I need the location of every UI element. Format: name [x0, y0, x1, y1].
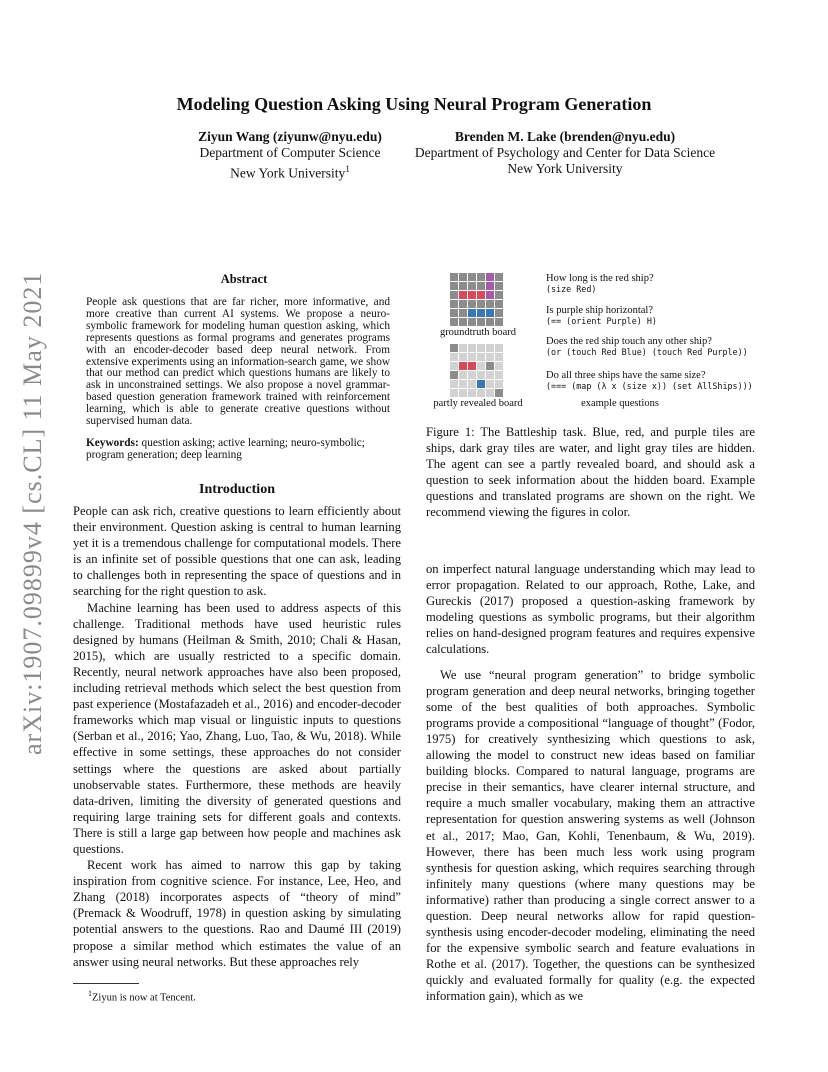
hidden-tile	[477, 389, 485, 397]
red-ship-tile	[477, 291, 485, 299]
author-name: Ziyun Wang (ziyunw@nyu.edu)	[198, 129, 382, 144]
intro-column-1	[73, 503, 401, 970]
example-question-2: Is purple ship horizontal? (== (orient Purple) H)	[546, 305, 657, 326]
water-tile	[477, 318, 485, 326]
red-ship-tile	[468, 291, 476, 299]
water-tile	[486, 362, 494, 370]
keywords	[86, 438, 390, 462]
blue-ship-tile	[477, 380, 485, 388]
author-block-1	[140, 129, 440, 182]
water-tile	[459, 318, 467, 326]
example-questions-label: example questions	[581, 398, 659, 409]
example-question-4: Do all three ships have the same size? (=== (map (λ x (size x)) (set AllShips)))	[546, 370, 753, 391]
water-tile	[486, 318, 494, 326]
hidden-tile	[495, 371, 503, 379]
hidden-tile	[459, 380, 467, 388]
hidden-tile	[495, 380, 503, 388]
blue-ship-tile	[468, 309, 476, 317]
paragraph: Recent work has aimed to narrow this gap by taking inspiration from cognitive science. For instance, Lee, Heo, and Zhang (2018) incorporates aspects of “theory of mind” (Premack & Woodruff, 1978) in question asking by simulating potential answers to the questions. Rao and Daumé III (2019) propose a similar method which estimates the value of an answer using neural networks. But these approaches rely	[73, 858, 401, 969]
abstract-text: People ask questions that are far richer, more informative, and more creative than current AI systems. We propose a neuro-symbolic framework for modeling human question asking, which represents questions as formal programs and generates programs with an encoder-decoder based deep neural network. From extensive experiments using an information-search game, we show that our method can predict which questions humans are likely to ask in unconstrained settings. We also propose a novel grammar-based question generation framework trained with reinforcement learning, which is able to generate creative questions without supervised human data.	[86, 296, 390, 428]
red-ship-tile	[459, 291, 467, 299]
author-name: Brenden M. Lake (brenden@nyu.edu)	[454, 129, 676, 144]
author-affiliation: Department of Psychology and Center for Data Science	[414, 145, 716, 160]
water-tile	[459, 273, 467, 281]
footnote-marker: 1	[345, 164, 350, 174]
hidden-tile	[459, 344, 467, 352]
water-tile	[468, 282, 476, 290]
hidden-tile	[486, 371, 494, 379]
example-question-1: How long is the red ship? (size Red)	[546, 273, 654, 294]
water-tile	[477, 300, 485, 308]
water-tile	[477, 273, 485, 281]
program-code: (=== (map (λ x (size x)) (set AllShips)))	[546, 381, 753, 391]
hidden-tile	[486, 380, 494, 388]
hidden-tile	[477, 344, 485, 352]
hidden-tile	[486, 344, 494, 352]
hidden-tile	[495, 362, 503, 370]
hidden-tile	[486, 353, 494, 361]
water-tile	[459, 282, 467, 290]
hidden-tile	[468, 371, 476, 379]
hidden-tile	[468, 344, 476, 352]
arxiv-stamp: arXiv:1907.09899v4 [cs.CL] 11 May 2021	[18, 271, 47, 755]
water-tile	[459, 309, 467, 317]
purple-ship-tile	[486, 273, 494, 281]
revealed-board-label: partly revealed board	[433, 398, 523, 409]
hidden-tile	[477, 353, 485, 361]
hidden-tile	[468, 380, 476, 388]
water-tile	[495, 273, 503, 281]
water-tile	[495, 389, 503, 397]
author-institution: New York University	[507, 161, 623, 176]
hidden-tile	[495, 344, 503, 352]
water-tile	[495, 291, 503, 299]
program-code: (== (orient Purple) H)	[546, 316, 657, 326]
purple-ship-tile	[486, 291, 494, 299]
hidden-tile	[459, 371, 467, 379]
groundtruth-board	[450, 273, 503, 326]
footnote-mark: 1	[88, 989, 92, 998]
water-tile	[450, 300, 458, 308]
author-institution: New York University$^1$	[230, 164, 350, 181]
hidden-tile	[477, 371, 485, 379]
author-affiliation: Department of Computer Science	[199, 145, 381, 160]
hidden-tile	[459, 353, 467, 361]
hidden-tile	[486, 389, 494, 397]
water-tile	[450, 371, 458, 379]
paragraph: on imperfect natural language understanding which may lead to error propagation. Related to our approach, Rothe, Lake, and Gureckis (2017) proposed a question-asking framework by modeling questions as symbolic programs, but their algorithm relies on hand-designed program features and requires expensive calculations.	[426, 562, 755, 657]
revealed-board	[450, 344, 503, 397]
footnote-rule	[73, 983, 139, 984]
hidden-tile	[450, 362, 458, 370]
keywords-list: question asking; active learning; neuro-symbolic; program generation; deep learning	[86, 437, 365, 461]
water-tile	[495, 282, 503, 290]
paper-title: Modeling Question Asking Using Neural Program Generation	[176, 94, 652, 114]
section-heading: Introduction	[199, 482, 275, 497]
water-tile	[450, 273, 458, 281]
hidden-tile	[459, 389, 467, 397]
footnote	[88, 989, 196, 1004]
footnote-text: Ziyun is now at Tencent.	[92, 992, 196, 1004]
hidden-tile	[468, 389, 476, 397]
water-tile	[459, 300, 467, 308]
hidden-tile	[477, 362, 485, 370]
figure-caption: Figure 1: The Battleship task. Blue, red, and purple tiles are ships, dark gray tiles are water, and light gray tiles are hidden. The agent can see a partly revealed board, and should ask a question to seek information about the hidden board. Example questions and translated programs are shown on the right. We recommend viewing the figures in color.	[426, 425, 755, 520]
water-tile	[495, 309, 503, 317]
red-ship-tile	[459, 362, 467, 370]
hidden-tile	[450, 353, 458, 361]
program-code: (size Red)	[546, 284, 597, 294]
program-code: (or (touch Red Blue) (touch Red Purple))	[546, 347, 748, 357]
hidden-tile	[468, 353, 476, 361]
water-tile	[450, 309, 458, 317]
hidden-tile	[450, 389, 458, 397]
abstract-heading: Abstract	[220, 272, 268, 286]
water-tile	[468, 300, 476, 308]
author-block-2	[400, 129, 730, 177]
blue-ship-tile	[486, 309, 494, 317]
water-tile	[486, 300, 494, 308]
hidden-tile	[450, 380, 458, 388]
paragraph: People can ask rich, creative questions to learn efficiently about their environment. Question asking is central to human learning yet it is a tremendous challenge for computational models. There is an infinite set of possible questions that one can ask, leading to challenges both in representing the space of questions and in searching for the right question to ask.	[73, 504, 401, 599]
water-tile	[495, 300, 503, 308]
paragraph: We use “neural program generation” to bridge symbolic program generation and deep neural networks, bringing together some of the best qualities of both approaches. Symbolic programs provide a compositional “language of thought” (Fodor, 1975) for creatively synthesizing which questions to ask, allowing the model to construct new ideas based on familiar building blocks. Compared to natural language, programs are precise in their semantics, have clearer internal structure, and require a much smaller vocabulary, making them an attractive representation for question answering systems as well (Johnson et al., 2017; Mao, Gan, Kohli, Tenenbaum, & Wu, 2019). However, there has been much less work using program synthesis for question asking, which requires searching through infinitely many questions (where many questions may be informative) rather than producing a single correct answer to a question. Deep neural networks allow for rapid question-synthesis using encoder-decoder modeling, eliminating the need for the expensive symbolic search and feature evaluations in Rothe et al. (2017). Together, the questions can be synthesized quickly and evaluated formally for quality (e.g. the expected information gain), which as we	[426, 667, 755, 1004]
example-question-3: Does the red ship touch any other ship? (or (touch Red Blue) (touch Red Purple))	[546, 336, 748, 357]
groundtruth-board-label: groundtruth board	[439, 327, 517, 338]
water-tile	[450, 344, 458, 352]
paragraph: Machine learning has been used to address aspects of this challenge. Traditional methods have used heuristic rules designed by humans (Heilman & Smith, 2010; Chali & Hasan, 2015), which are usually restricted to a specific domain. Recently, neural network approaches have also been proposed, including retrieval methods which select the best question from past experience (Mostafazadeh et al., 2016) and encoder-decoder frameworks which map visual or linguistic inputs to questions (Serban et al., 2016; Yao, Zhang, Luo, Tao, & Wu, 2018). While effective in some settings, these approaches do not consider settings where the questions are asked about partially unobservable states. Furthermore, these methods are heavily data-driven, limiting the diversity of generated questions and requiring large training sets for different goals and contexts. There is still a large gap between how people and machines ask questions.	[73, 600, 401, 856]
blue-ship-tile	[477, 309, 485, 317]
water-tile	[468, 318, 476, 326]
hidden-tile	[495, 353, 503, 361]
red-ship-tile	[468, 362, 476, 370]
intro-column-2	[426, 561, 755, 1005]
purple-ship-tile	[486, 282, 494, 290]
water-tile	[450, 318, 458, 326]
water-tile	[450, 291, 458, 299]
water-tile	[468, 273, 476, 281]
keywords-label: Keywords:	[86, 437, 139, 449]
water-tile	[495, 318, 503, 326]
water-tile	[450, 282, 458, 290]
water-tile	[477, 282, 485, 290]
